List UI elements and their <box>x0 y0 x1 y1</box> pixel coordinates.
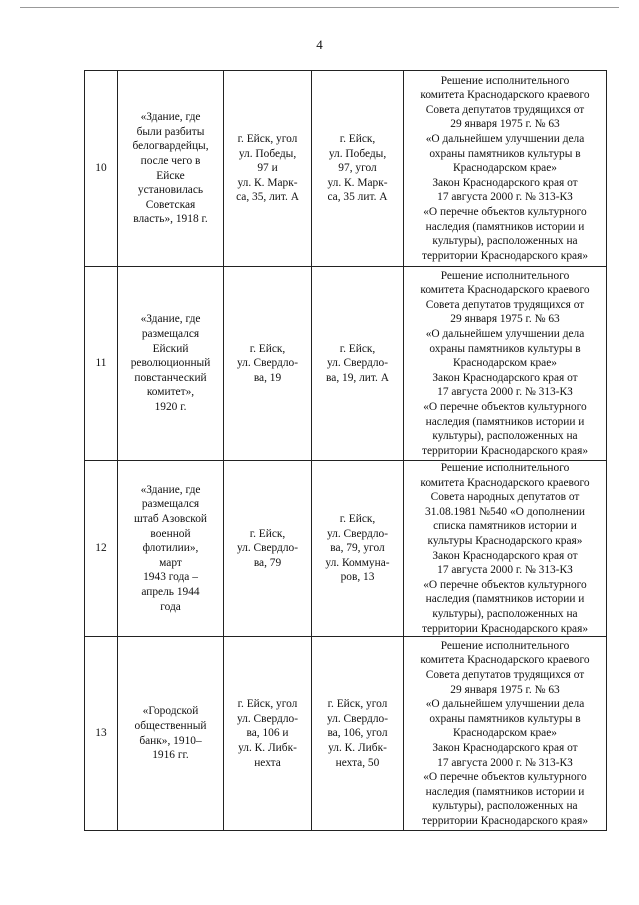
text-line: ва, 79, угол <box>330 542 385 555</box>
text-line: Решение исполнительного <box>440 269 570 282</box>
text-line: г. Ейск, <box>249 527 286 540</box>
text-line: г. Ейск, угол <box>237 133 298 146</box>
text-line: Краснодарском крае» <box>453 727 557 740</box>
legal-basis <box>404 71 607 267</box>
row-number: 11 <box>85 267 118 461</box>
text-line: г. Ейск, <box>339 342 376 355</box>
text-line: 17 августа 2000 г. № 313-КЗ <box>437 564 573 577</box>
text-line: Совета депутатов трудящихся от <box>425 298 585 311</box>
text-line: списка памятников истории и <box>433 520 577 533</box>
text-line: общественный <box>134 720 207 733</box>
text-line: Совета депутатов трудящихся от <box>425 103 585 116</box>
text-line: Решение исполнительного <box>440 639 570 652</box>
text-line: ва, 106, угол <box>327 727 388 740</box>
text-line: ул. Свердло- <box>326 712 389 725</box>
text-line: «О дальнейшем улучшении дела <box>425 328 585 341</box>
legal-basis <box>404 267 607 461</box>
text-line: культуры), расположенных на <box>432 800 578 813</box>
object-location <box>224 461 312 637</box>
text-line: «О перечне объектов культурного <box>423 771 587 784</box>
text-line: штаб Азовской <box>133 513 208 526</box>
text-line: «Здание, где <box>140 483 201 496</box>
text-line: территории Краснодарского края» <box>421 444 589 457</box>
text-line: охраны памятников культуры в <box>429 712 581 725</box>
scan-top-edge <box>20 7 619 8</box>
text-line: «О дальнейшем улучшении дела <box>425 698 585 711</box>
text-line: 29 января 1975 г. № 63 <box>450 313 560 326</box>
text-line: ул. К. Марк- <box>327 176 388 189</box>
text-line: Советская <box>145 198 196 211</box>
text-line: ул. Победы, <box>328 147 387 160</box>
text-line: территории Краснодарского края» <box>421 622 589 635</box>
text-line: комитета Краснодарского краевого <box>420 89 590 102</box>
page-number: 4 <box>316 37 323 52</box>
text-line: ул. К. Либк- <box>238 741 297 754</box>
text-line: «Городской <box>142 705 199 718</box>
text-line: 29 января 1975 г. № 63 <box>450 683 560 696</box>
text-line: культуры), расположенных на <box>432 235 578 248</box>
text-line: установилась <box>137 184 204 197</box>
row-number: 13 <box>85 637 118 831</box>
text-line: г. Ейск, <box>339 513 376 526</box>
text-line: «Здание, где <box>140 111 201 124</box>
text-line: наследия (памятников истории и <box>425 415 585 428</box>
object-address <box>312 267 404 461</box>
text-line: 1916 гг. <box>152 749 189 762</box>
object-address <box>312 637 404 831</box>
text-line: г. Ейск, угол <box>237 698 298 711</box>
text-line: ул. Свердло- <box>326 357 389 370</box>
text-line: г. Ейск, <box>249 342 286 355</box>
text-line: нехта, 50 <box>335 756 380 769</box>
text-line: г. Ейск, <box>339 133 376 146</box>
text-line: комитета Краснодарского краевого <box>420 476 590 489</box>
table-row <box>85 637 607 831</box>
text-line: нехта <box>254 756 281 769</box>
text-line: ров, 13 <box>340 571 375 584</box>
text-line: 1920 г. <box>154 400 187 413</box>
text-line: ва, 19, лит. А <box>326 371 389 384</box>
text-line: Закон Краснодарского края от <box>432 176 578 189</box>
text-line: белогвардейцы, <box>132 140 209 153</box>
text-line: ул. Свердло- <box>236 357 299 370</box>
text-line: 17 августа 2000 г. № 313-КЗ <box>437 191 573 204</box>
heritage-table <box>84 70 607 831</box>
text-line: Совета народных депутатов от <box>430 491 580 504</box>
text-line: Совета депутатов трудящихся от <box>425 668 585 681</box>
text-line: повстанческий <box>134 371 207 384</box>
object-name <box>118 71 224 267</box>
text-line: ва, 79 <box>253 556 282 569</box>
object-address <box>312 461 404 637</box>
text-line: культуры), расположенных на <box>432 607 578 620</box>
table-row <box>85 461 607 637</box>
object-name <box>118 461 224 637</box>
text-line: март <box>159 556 182 569</box>
text-line: ул. Свердло- <box>236 712 299 725</box>
text-line: са, 35, лит. А <box>236 191 299 204</box>
text-line: комитета Краснодарского краевого <box>420 284 590 297</box>
text-line: Решение исполнительного <box>440 74 570 87</box>
text-line: Закон Краснодарского края от <box>432 741 578 754</box>
text-line: 17 августа 2000 г. № 313-КЗ <box>437 756 573 769</box>
object-address <box>312 71 404 267</box>
text-line: Ейске <box>156 169 185 182</box>
text-line: «О перечне объектов культурного <box>423 205 587 218</box>
text-line: ул. Победы, <box>238 147 297 160</box>
object-location <box>224 637 312 831</box>
object-name <box>118 637 224 831</box>
text-line: «О перечне объектов культурного <box>423 400 587 413</box>
text-line: 17 августа 2000 г. № 313-КЗ <box>437 386 573 399</box>
text-line: были разбиты <box>136 125 205 138</box>
table-row <box>85 71 607 267</box>
text-line: са, 35 лит. А <box>327 191 388 204</box>
text-line: г. Ейск, угол <box>327 698 388 711</box>
text-line: «Здание, где <box>140 313 201 326</box>
text-line: культуры), расположенных на <box>432 430 578 443</box>
text-line: охраны памятников культуры в <box>429 342 581 355</box>
text-line: ул. К. Либк- <box>328 741 387 754</box>
text-line: размещался <box>141 328 200 341</box>
text-line: наследия (памятников истории и <box>425 220 585 233</box>
text-line: наследия (памятников истории и <box>425 785 585 798</box>
text-line: 97, угол <box>338 162 377 175</box>
text-line: Краснодарском крае» <box>453 162 557 175</box>
text-line: Закон Краснодарского края от <box>432 371 578 384</box>
text-line: ва, 106 и <box>246 727 289 740</box>
text-line: ул. Свердло- <box>236 542 299 555</box>
text-line: Решение исполнительного <box>440 462 570 474</box>
text-line: «О дальнейшем улучшении дела <box>425 133 585 146</box>
text-line: наследия (памятников истории и <box>425 593 585 606</box>
text-line: Закон Краснодарского края от <box>432 549 578 562</box>
text-line: территории Краснодарского края» <box>421 249 589 262</box>
text-line: революционный <box>130 357 211 370</box>
text-line: территории Краснодарского края» <box>421 814 589 827</box>
object-location <box>224 267 312 461</box>
text-line: комитет», <box>146 386 195 399</box>
text-line: ул. Свердло- <box>326 527 389 540</box>
row-number: 10 <box>85 71 118 267</box>
text-line: власть», 1918 г. <box>133 213 208 226</box>
table-row <box>85 267 607 461</box>
text-line: ва, 19 <box>253 371 282 384</box>
text-line: 97 и <box>257 162 278 175</box>
text-line: 31.08.1981 №540 «О дополнении <box>425 505 585 518</box>
text-line: военной <box>150 527 191 540</box>
text-line: после чего в <box>140 154 201 167</box>
text-line: 1943 года – <box>143 571 198 584</box>
text-line: 29 января 1975 г. № 63 <box>450 118 560 131</box>
text-line: Краснодарском крае» <box>453 357 557 370</box>
text-line: охраны памятников культуры в <box>429 147 581 160</box>
text-line: Ейский <box>152 342 189 355</box>
text-line: апрель 1944 <box>141 586 200 599</box>
text-line: комитета Краснодарского краевого <box>420 654 590 667</box>
row-number: 12 <box>85 461 118 637</box>
text-line: флотилии», <box>142 542 199 555</box>
object-location <box>224 71 312 267</box>
legal-basis <box>404 461 607 637</box>
object-name <box>118 267 224 461</box>
text-line: культуры Краснодарского края» <box>427 534 583 547</box>
text-line: ул. К. Марк- <box>237 176 298 189</box>
legal-basis <box>404 637 607 831</box>
text-line: «О перечне объектов культурного <box>423 578 587 591</box>
text-line: банк», 1910– <box>139 734 202 747</box>
text-line: ул. Коммуна- <box>325 556 390 569</box>
text-line: размещался <box>141 498 200 511</box>
text-line: года <box>160 600 181 613</box>
